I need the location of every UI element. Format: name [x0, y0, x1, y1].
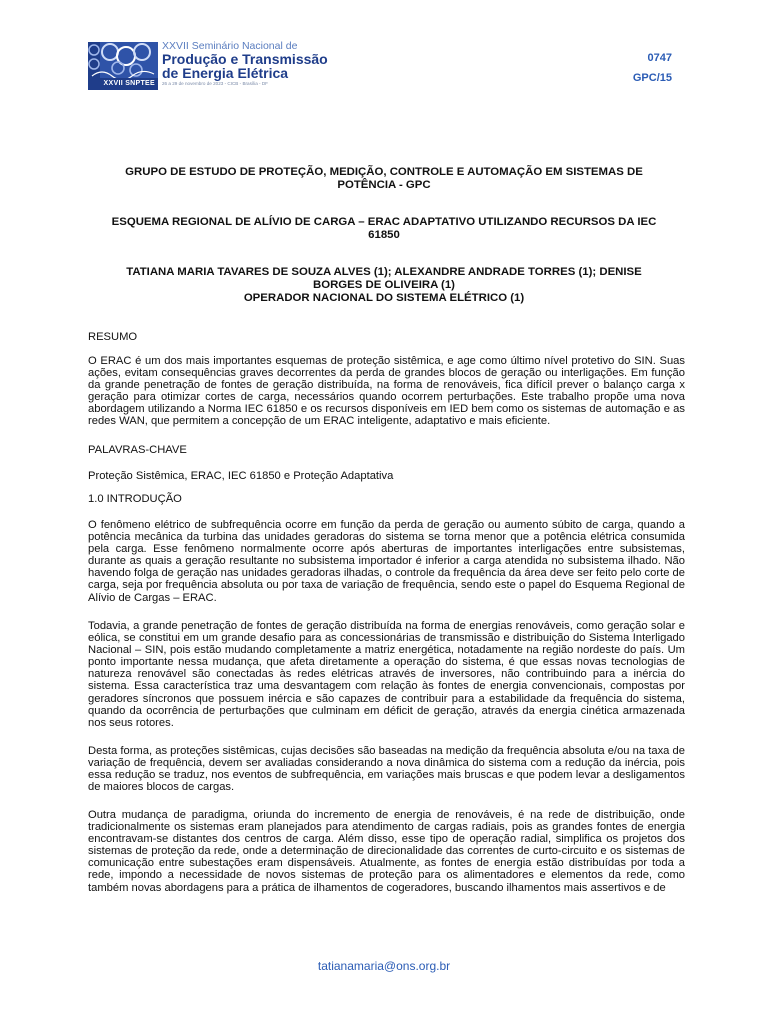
- affiliation: OPERADOR NACIONAL DO SISTEMA ELÉTRICO (1): [243, 292, 525, 304]
- keywords-heading: PALAVRAS-CHAVE: [88, 444, 187, 456]
- author-email[interactable]: tatianamaria@ons.org.br: [317, 959, 451, 973]
- authors: TATIANA MARIA TAVARES DE SOUZA ALVES (1); ALEXANDRE ANDRADE TORRES (1); DENISE BORGES DE OLIVEIRA (1): [126, 266, 642, 291]
- paper-identifier: [633, 48, 672, 88]
- intro-paragraph-2: Todavia, a grande penetração de fontes de geração distribuída na forma de energias renováveis, como geração solar e eólica, se constitui em um grande desafio para as concessionárias de transmissão e distribuição do Sistema Interligado Nacional – SIN, pois estão mudando completamente a matriz energética, notadamente na região nordeste do país. Um ponto importante nessa mudança, que afeta diretamente a operação do sistema, é que essas novas tecnologias de natureza renovável são conectadas às redes elétricas através de inversores, não contribuindo para a inércia do sistema. Essa característica traz uma desvantagem com relação às fontes de energia convencionais, compostas por geradores síncronos que possuem inércia e são capazes de contribuir para a estabilidade da frequência do sistema, quando da ocorrência de perturbações que culminam em déficit de geração, através da energia cinética armazenada nos seus rotores.: [88, 620, 685, 729]
- resumo-heading: RESUMO: [88, 331, 138, 343]
- paper-title: ESQUEMA REGIONAL DE ALÍVIO DE CARGA – ERAC ADAPTATIVO UTILIZANDO RECURSOS DA IEC 61850: [111, 216, 657, 241]
- author-block: [110, 266, 658, 305]
- paper-code: GPC/15: [632, 72, 672, 84]
- intro-heading: 1.0 INTRODUÇÃO: [88, 493, 182, 505]
- paper-number: 0747: [647, 52, 672, 64]
- intro-paragraph-4: Outra mudança de paradigma, oriunda do incremento de energia de renováveis, é na rede de distribuição, onde tradicionalmente os sistemas eram planejados para atendimento de cargas radiais, pois as grandes fontes de energia encontravam-se distantes dos centros de carga. Além disso, esse tipo de operação radial, simplifica os projetos dos sistemas de proteção da rede, onde a determinação de direcionalidade das correntes de curto-circuito e os sistemas de comunicação entre subestações eram dispensáveis. Atualmente, as fontes de energia estão distribuídas por toda a rede, impondo a necessidade de novos sistemas de proteção para os alimentadores e elementos da rede, como também novas abordagens para a prática de ilhamentos de cogeradores, buscando ilhamentos mais assertivos e de: [88, 809, 685, 894]
- study-group-heading: GRUPO DE ESTUDO DE PROTEÇÃO, MEDIÇÃO, CONTROLE E AUTOMAÇÃO EM SISTEMAS DE POTÊNCIA - GPC: [125, 166, 643, 191]
- intro-paragraph-1: O fenômeno elétrico de subfrequência ocorre em função da perda de geração ou aumento súbito de carga, quando a potência mecânica da turbina das unidades geradoras do sistema se torna menor que a potência elétrica consumida pela carga. Esse fenômeno normalmente ocorre após aberturas de importantes interligações entre subsistemas, durante as quais a geração resultante no subsistema importador é inferior a carga atendida no subsistema ilhado. Não havendo folga de geração nas unidades geradoras ilhadas, o controle da frequência da área deve ser feito pelo corte de carga, seja por frequência absoluta ou por taxa de variação de frequência, sendo este o papel do Esquema Regional de Alívio de Cargas – ERAC.: [88, 519, 685, 604]
- intro-paragraph-3: Desta forma, as proteções sistêmicas, cujas decisões são baseadas na medição da frequência absoluta e/ou na taxa de variação de frequência, devem ser avaliadas considerando a nova dinâmica do sistema com a redução da inércia, pois essa redução se traduz, nos eventos de subfrequência, em variações mais bruscas e que podem levar a desligamentos de maiores blocos de cargas.: [88, 745, 685, 794]
- seminar-line-3: de Energia Elétrica: [162, 65, 289, 81]
- seminar-dates: 26 a 29 de novembro de 2023 - CICB - Brasília - DF: [162, 81, 268, 86]
- logo-tag: XXVII SNPTEE: [88, 78, 158, 90]
- resumo-text: O ERAC é um dos mais importantes esquemas de proteção sistêmica, e age como último nível protetivo do SIN. Suas ações, evitam consequências graves decorrentes da perda de grandes blocos de geração ou interligações. Em função da grande penetração de fontes de geração distribuída, na forma de renováveis, fica difícil prever o balanço carga x geração para otimizar cortes de carga, necessários quando ocorrem perturbações. Este trabalho propõe uma nova abordagem utilizando a Norma IEC 61850 e os recursos disponíveis em IED bem como os sistemas de automação e as redes WAN, que permitem a concepção de um ERAC inteligente, adaptativo e mais eficiente.: [88, 355, 685, 428]
- seminar-line-2: Produção e Transmissão: [162, 51, 328, 67]
- keywords-text: Proteção Sistêmica, ERAC, IEC 61850 e Proteção Adaptativa: [88, 470, 394, 482]
- seminar-logo: [88, 40, 348, 92]
- seminar-line-1: XXVII Seminário Nacional de: [162, 40, 298, 52]
